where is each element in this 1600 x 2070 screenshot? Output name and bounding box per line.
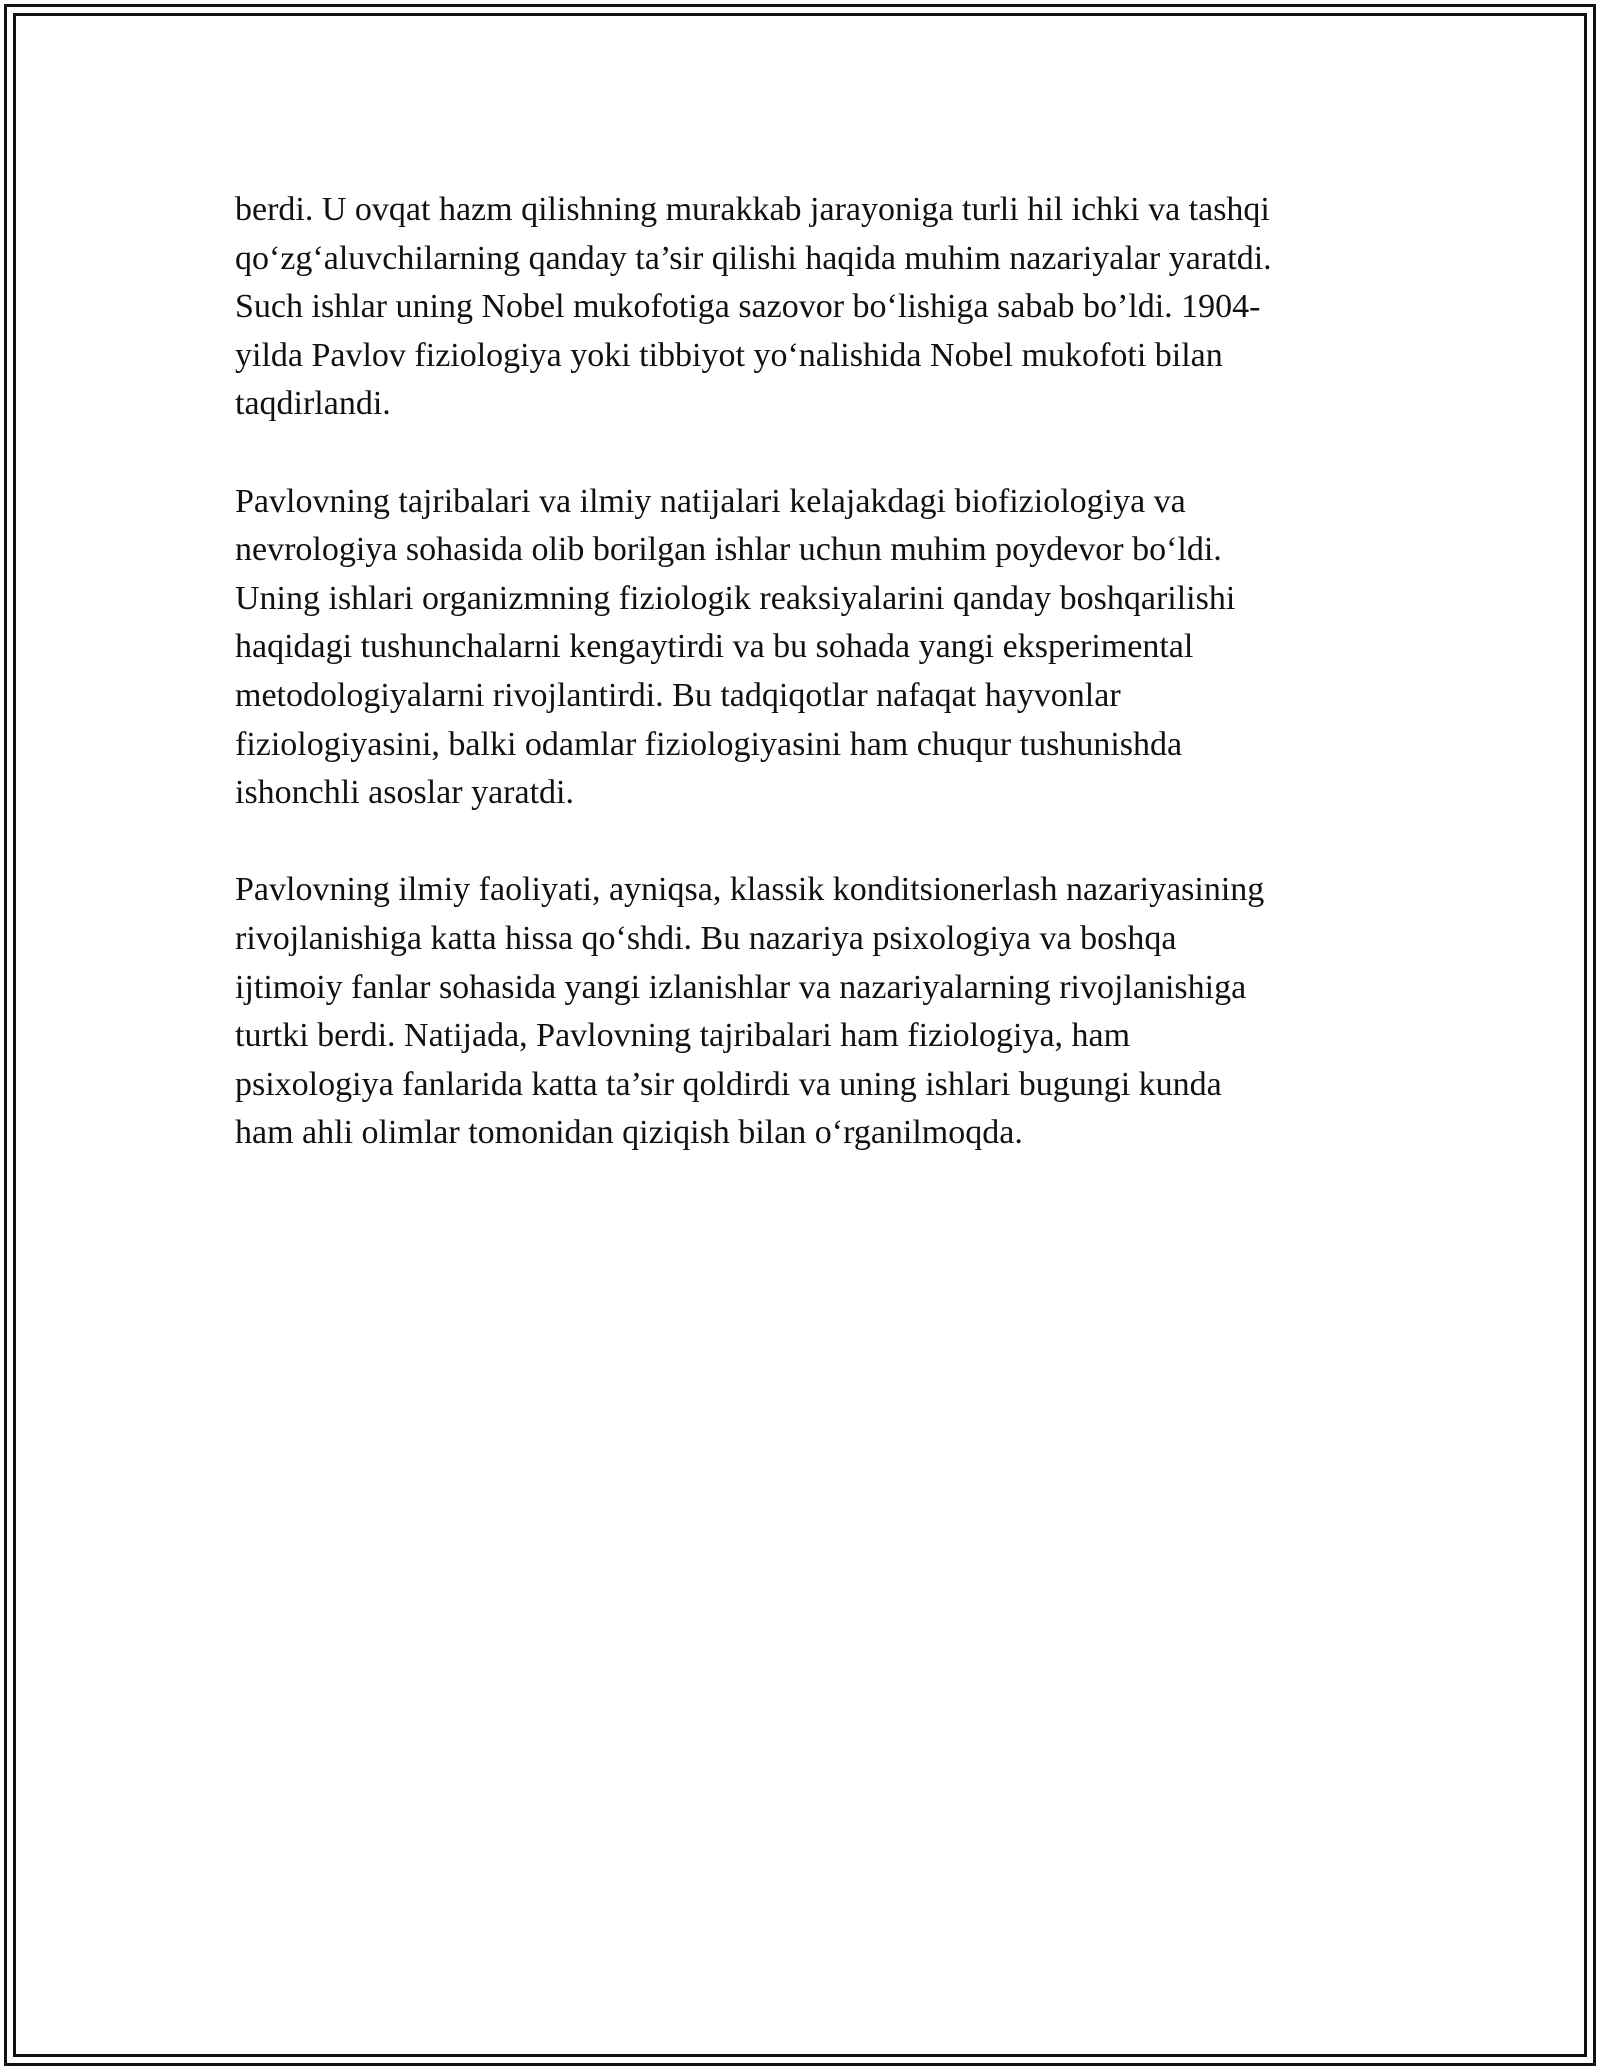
paragraph-2 <box>235 478 1385 818</box>
text-line: haqidagi tushunchalarni kengaytirdi va bu sohada yangi eksperimental <box>235 628 1194 666</box>
text-line: yilda Pavlov fiziologiya yoki tibbiyot yo‘nalishida Nobel mukofoti bilan <box>235 336 1223 374</box>
text-line: Uning ishlari organizmning fiziologik reaksiyalarini qanday boshqarilishi <box>235 579 1236 617</box>
text-line: Pavlovning ilmiy faoliyati, ayniqsa, klassik konditsionerlash nazariyasining <box>235 871 1265 909</box>
text-line: qo‘zg‘aluvchilarning qanday ta’sir qilishi haqida muhim nazariyalar yaratdi. <box>235 239 1272 277</box>
document-body <box>235 186 1385 1206</box>
text-line: taqdirlandi. <box>235 385 391 423</box>
text-line: psixologiya fanlarida katta ta’sir qoldirdi va uning ishlari bugungi kunda <box>235 1065 1222 1103</box>
text-line: turtki berdi. Natijada, Pavlovning tajribalari ham fiziologiya, ham <box>235 1017 1131 1055</box>
text-line: ham ahli olimlar tomonidan qiziqish bilan o‘rganilmoqda. <box>235 1114 1023 1152</box>
text-line: rivojlanishiga katta hissa qo‘shdi. Bu nazariya psixologiya va boshqa <box>235 919 1177 957</box>
text-line: fiziologiyasini, balki odamlar fiziologiyasini ham chuqur tushunishda <box>235 725 1183 763</box>
text-line: Pavlovning tajribalari va ilmiy natijalari kelajakdagi biofiziologiya va <box>235 482 1186 520</box>
text-line: nevrologiya sohasida olib borilgan ishlar uchun muhim poydevor bo‘ldi. <box>235 531 1222 569</box>
text-line: Such ishlar uning Nobel mukofotiga sazovor bo‘lishiga sabab bo’ldi. 1904- <box>235 288 1261 326</box>
paragraph-3 <box>235 866 1385 1158</box>
text-line: ishonchli asoslar yaratdi. <box>235 774 574 812</box>
text-line: ijtimoiy fanlar sohasida yangi izlanishlar va nazariyalarning rivojlanishiga <box>235 968 1247 1006</box>
text-line: berdi. U ovqat hazm qilishning murakkab jarayoniga turli hil ichki va tashqi <box>235 191 1270 228</box>
paragraph-1 <box>235 186 1385 429</box>
text-line: metodologiyalarni rivojlantirdi. Bu tadqiqotlar nafaqat hayvonlar <box>235 676 1121 714</box>
